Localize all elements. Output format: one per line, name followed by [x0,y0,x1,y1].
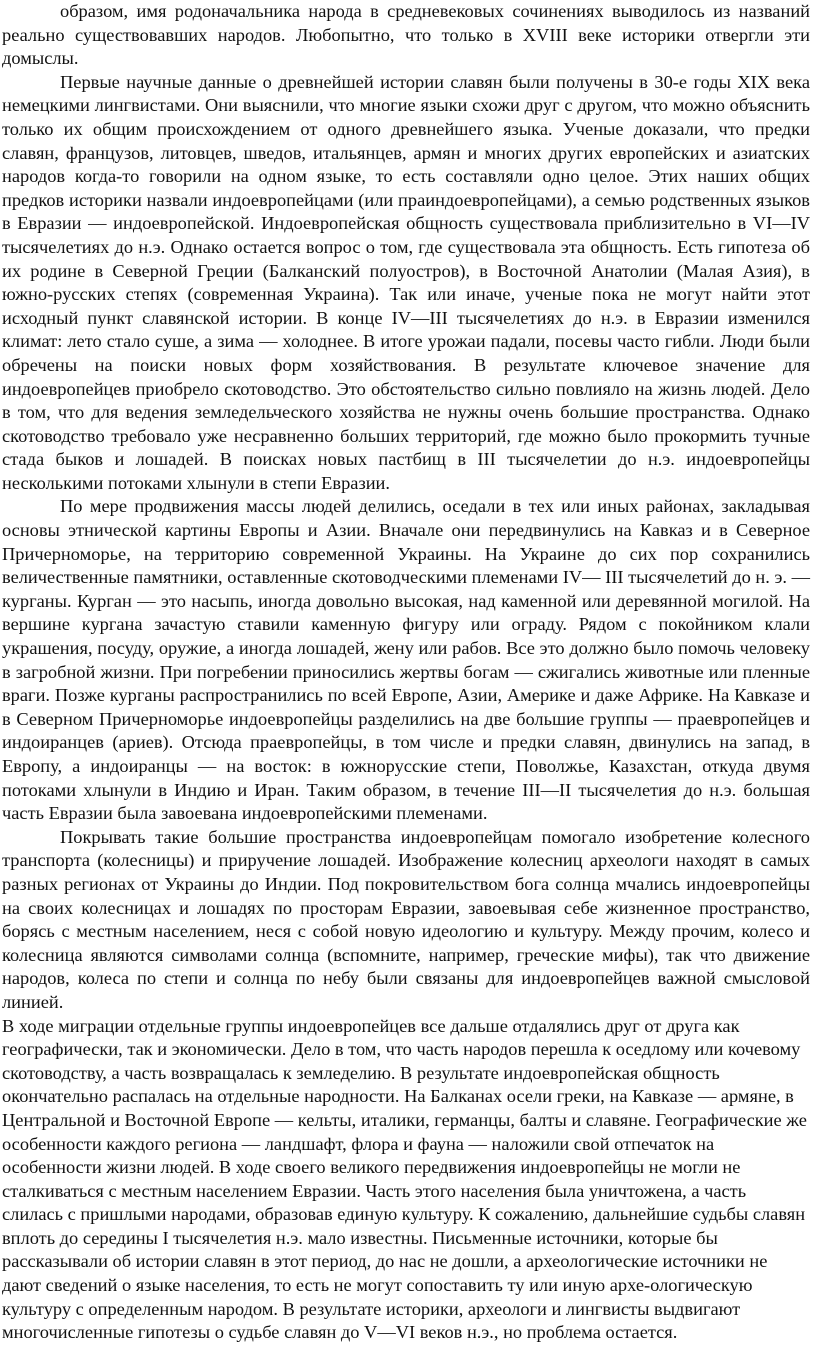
paragraph-kurgans: По мере продвижения массы людей делились, оседали в тех или иных районах, закладывая основы этнической картины Европы и Азии. Вначале они передвинулись на Кавказ и в Северное Причерноморье, на территорию современной Украины. На Украине до сих пор сохранились величественные памятники, оставленные скотоводческими племенами IV— III тысячелетий до н. э. — курганы. Курган — это насыпь, иногда довольно высокая, над каменной или деревянной могилой. На вершине кургана зачастую ставили каменную фигуру или ограду. Рядом с покойником клали украшения, посуду, оружие, а иногда лошадей, жену или рабов. Все это должно было помочь человеку в загробной жизни. При погребении приносились жертвы богам — сжигались животные или пленные враги. Позже курганы распространились по всей Европе, Азии, Америке и даже Африке. На Кавказе и в Северном Причерноморье индоевропейцы разделились на две большие группы — праевропейцев и индоиранцев (ариев). Отсюда праевропейцы, в том числе и предки славян, двинулись на запад, в Европу, а индоиранцы — на восток: в южнорусские степи, Поволжье, Казахстан, откуда двумя потоками хлынули в Индию и Иран. Таким образом, в течение III—II тысячелетия до н.э. большая часть Евразии была завоевана индоевропейскими племенами. [2,496,810,824]
paragraph-chariots: Покрывать такие большие пространства индоевропейцам помогало изобретение колесного транспорта (колесницы) и приручение лошадей. Изображение колесниц археологи находят в самых разных регионах от Украины до Индии. Под покровительством бога солнца мчались индоевропейцы на своих колесницах и лошадях по просторам Евразии, завоевывая себе жизненное пространство, борясь с местным населением, неся с собой новую идеологию и культуру. Между прочим, колесо и колесница являются символами солнца (вспомните, например, греческие мифы), так что движение народов, колеса по степи и солнца по небу были связаны для индоевропейцев важной смысловой линией. [2,826,810,1012]
paragraph-continuation: образом, имя родоначальника народа в средневековых сочинениях выводилось из названий реально существовавших народов. Любопытно, что только в XVIII веке историки отвергли эти домыслы. [2,1,810,69]
paragraph-migration: В ходе миграции отдельные группы индоевропейцев все дальше отдалялись друг от друга как географически, так и экономически. Дело в том, что часть народов перешла к оседлому или кочевому скотоводству, а часть возвращалась к земледелию. В результате индоевропейская общность окончательно распалась на отдельные народности. На Балканах осели греки, на Кавказе — армяне, в Центральной и Восточной Европе — кельты, италики, германцы, балты и славяне. Географические же особенности каждого региона — ландшафт, флора и фауна — наложили свой отпечаток на особенности жизни людей. В ходе своего великого передвижения индоевропейцы не могли не сталкиваться с местным населением Евразии. Часть этого населения была уничтожена, а часть слилась с пришлыми народами, образовав единую культуру. К сожалению, дальнейшие судьбы славян вплоть до середины I тысячелетия н.э. мало известны. Письменные источники, которые бы рассказывали об истории славян в этот период, до нас не дошли, а археологические источники не дают сведений о языке населения, то есть не могут сопоставить ту или иную архе-ологическую культуру с определенным народом. В результате историки, археологи и лингвисты выдвигают многочисленные гипотезы о судьбе славян до V—VI веков н.э., но проблема остается. [2,1015,807,1343]
paragraph-indo-europeans-origin: Первые научные данные о древнейшей истории славян были получены в 30-е годы XIX века немецкими лингвистами. Они выяснили, что многие языки схожи друг с другом, что можно объяснить только их общим происхождением от одного древнейшего языка. Ученые доказали, что предки славян, французов, литовцев, шведов, итальянцев, армян и многих других европейских и азиатских народов когда-то говорили на одном языке, то есть составляли одно целое. Этих наших общих предков историки назвали индоевропейцами (или праиндоевропейцами), а семью родственных языков в Евразии — индоевропейской. Индоевропейская общность существовала приблизительно в VI—IV тысячелетиях до н.э. Однако остается вопрос о том, где существовала эта общность. Есть гипотеза об их родине в Северной Греции (Балканский полуостров), в Восточной Анатолии (Малая Азия), в южно-русских степях (современная Украина). Так или иначе, ученые пока не могут найти этот исходный пункт славянской истории. В конце IV—III тысячелетиях до н.э. в Евразии изменился климат: лето стало суше, а зима — холоднее. В итоге урожаи падали, посевы часто гибли. Люди были обречены на поиски новых форм хозяйствования. В результате ключевое значение для индоевропейцев приобрело скотоводство. Это обстоятельство сильно повлияло на жизнь людей. Дело в том, что для ведения земледельческого хозяйства не нужны очень большие пространства. Однако скотоводство требовало уже несравненно больших территорий, где можно было прокормить тучные стада быков и лошадей. В поисках новых пастбищ в III тысячелетии до н.э. индоевропейцы несколькими потоками хлынули в степи Евразии. [2,71,810,493]
